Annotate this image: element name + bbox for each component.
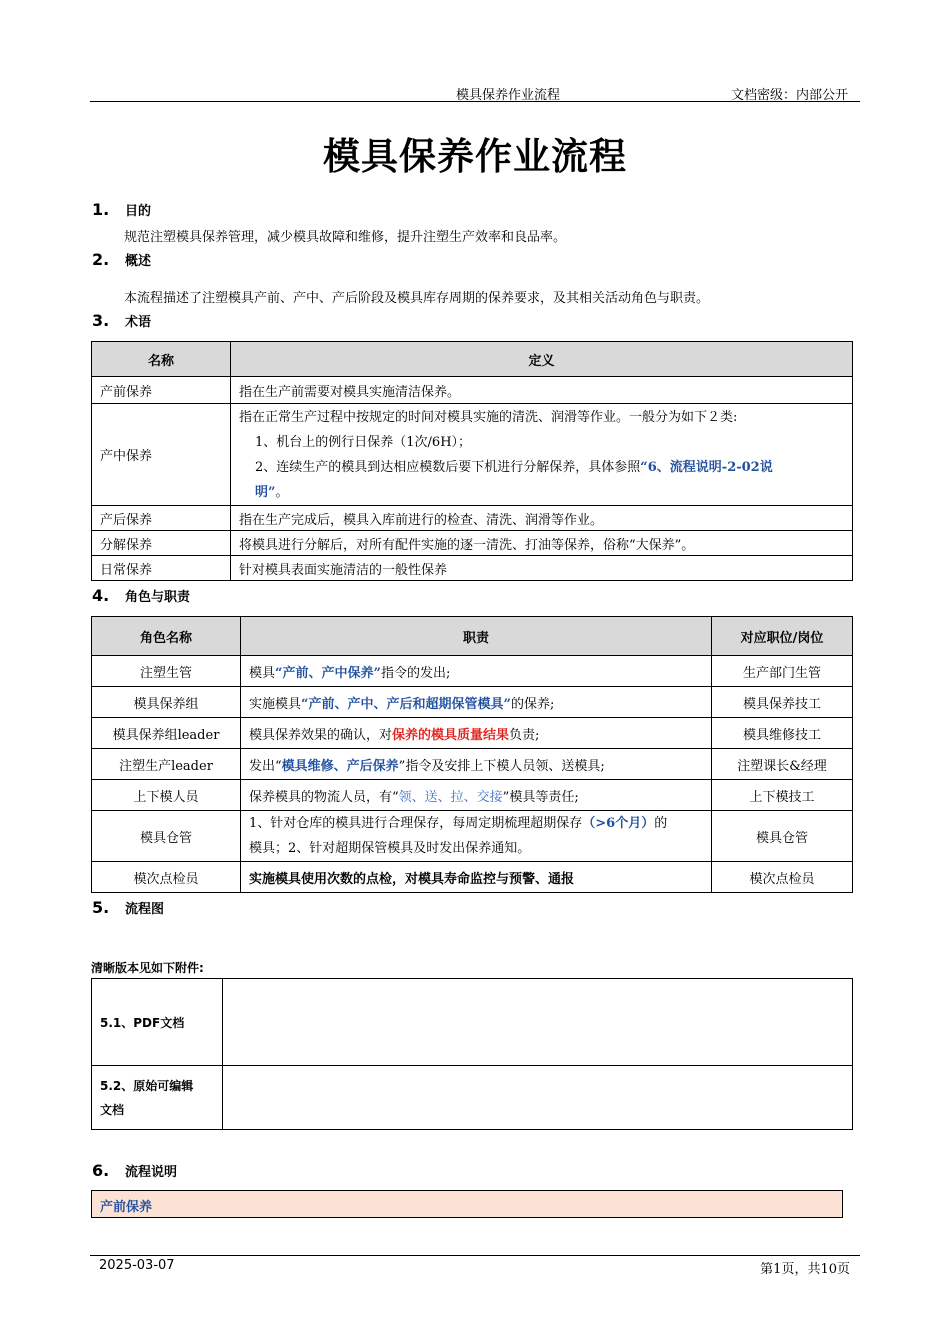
table-row: 5.1、PDF文档: [92, 979, 853, 1066]
terms-header-def: 定义: [231, 342, 853, 377]
terms-header-name: 名称: [92, 342, 231, 377]
table-row: 注塑生管 模具“产前、产中保养”指令的发出; 生产部门生管: [92, 656, 853, 687]
roles-table: 角色名称 职责 对应职位/岗位 注塑生管 模具“产前、产中保养”指令的发出; 生产部门生管 模具保养组 实施模具“产前、产中、产后和超期保管模具”的保养; 模具保养技工 模具保养组leader 模具保养效果的确认，对保养的模具质量结果负责; 模具维修技工 注塑生产leader 发出“模具维修、产后保养”指令及安排上下模人员领、送模具; 注塑课长&经理 上下模人员 保养模具的物流人员，有“领、送、拉、交接”模具等责任; 上下模技工 模具仓管 1、针对仓库的模具进行合理保存，每周定期梳理超期保存（>6个月）的 模具；2、针对超期保管模具及时发出保养通知。 模具仓管 模次点检员 实施模具使用次数的点检，对模具寿命监控与预警、通报 模次点检员: [91, 616, 853, 893]
section-4-heading: 4. 角色与职责: [92, 586, 191, 605]
footer-page: 第1页，共10页: [760, 1262, 850, 1277]
header-security: 文档密级：内部公开: [730, 88, 848, 103]
table-row: 模次点检员 实施模具使用次数的点检，对模具寿命监控与预警、通报 模次点检员: [92, 862, 853, 893]
section-1-heading: 1. 目的: [92, 200, 152, 219]
table-row: 产后保养 指在生产完成后，模具入库前进行的检查、清洗、润滑等作业。: [92, 506, 853, 531]
page-footer: [90, 1255, 860, 1277]
header-doc-title: 模具保养作业流程: [456, 88, 561, 103]
table-row: 分解保养 将模具进行分解后，对所有配件实施的逐一清洗、打油等保养，俗称“大保养”。: [92, 531, 853, 556]
table-row: 5.2、原始可编辑 文档: [92, 1066, 853, 1130]
section-6-heading: 6. 流程说明: [92, 1161, 178, 1180]
table-row: 模具仓管 1、针对仓库的模具进行合理保存，每周定期梳理超期保存（>6个月）的 模具；2、针对超期保管模具及时发出保养通知。 模具仓管: [92, 811, 853, 862]
table-row: 模具保养组leader 模具保养效果的确认，对保养的模具质量结果负责; 模具维修技工: [92, 718, 853, 749]
table-row: 日常保养 针对模具表面实施清洁的一般性保养: [92, 556, 853, 581]
footer-date: 2025-03-07: [99, 1258, 175, 1273]
page-header: [90, 84, 860, 102]
section-2-heading: 2. 概述: [92, 250, 152, 269]
terms-table: [91, 341, 853, 581]
section-1-text: 规范注塑模具保养管理，减少模具故障和维修，提升注塑生产效率和良品率。: [124, 230, 567, 245]
table-row: 注塑生产leader 发出“模具维修、产后保养”指令及安排上下模人员领、送模具; 注塑课长&经理: [92, 749, 853, 780]
process-bar: 产前保养: [91, 1190, 843, 1218]
table-row: 上下模人员 保养模具的物流人员，有“领、送、拉、交接”模具等责任; 上下模技工: [92, 780, 853, 811]
attachment-note: 清晰版本见如下附件:: [91, 961, 204, 975]
section-5-heading: 5. 流程图: [92, 898, 165, 917]
pdf-attachment-cell[interactable]: [223, 979, 853, 1066]
table-row: 模具保养组 实施模具“产前、产中、产后和超期保管模具”的保养; 模具保养技工: [92, 687, 853, 718]
section-2-text: 本流程描述了注塑模具产前、产中、产后阶段及模具库存周期的保养要求，及其相关活动角色与职责。: [124, 291, 710, 306]
table-row: 产前保养 指在生产前需要对模具实施清洁保养。: [92, 377, 853, 404]
table-row: 产中保养 指在正常生产过程中按规定的时间对模具实施的清洗、润滑等作业。一般分为如下２类: 1、机台上的例行日保养（1次/6H）； 2、连续生产的模具到达相应模数后要下机进行分解保养，具体参照“6、流程说明-2-02说 明”。: [92, 404, 853, 506]
section-3-heading: 3. 术语: [92, 311, 152, 330]
source-attachment-cell[interactable]: [223, 1066, 853, 1130]
attachment-table: [91, 978, 853, 1130]
page-title: 模具保养作业流程: [323, 134, 627, 178]
